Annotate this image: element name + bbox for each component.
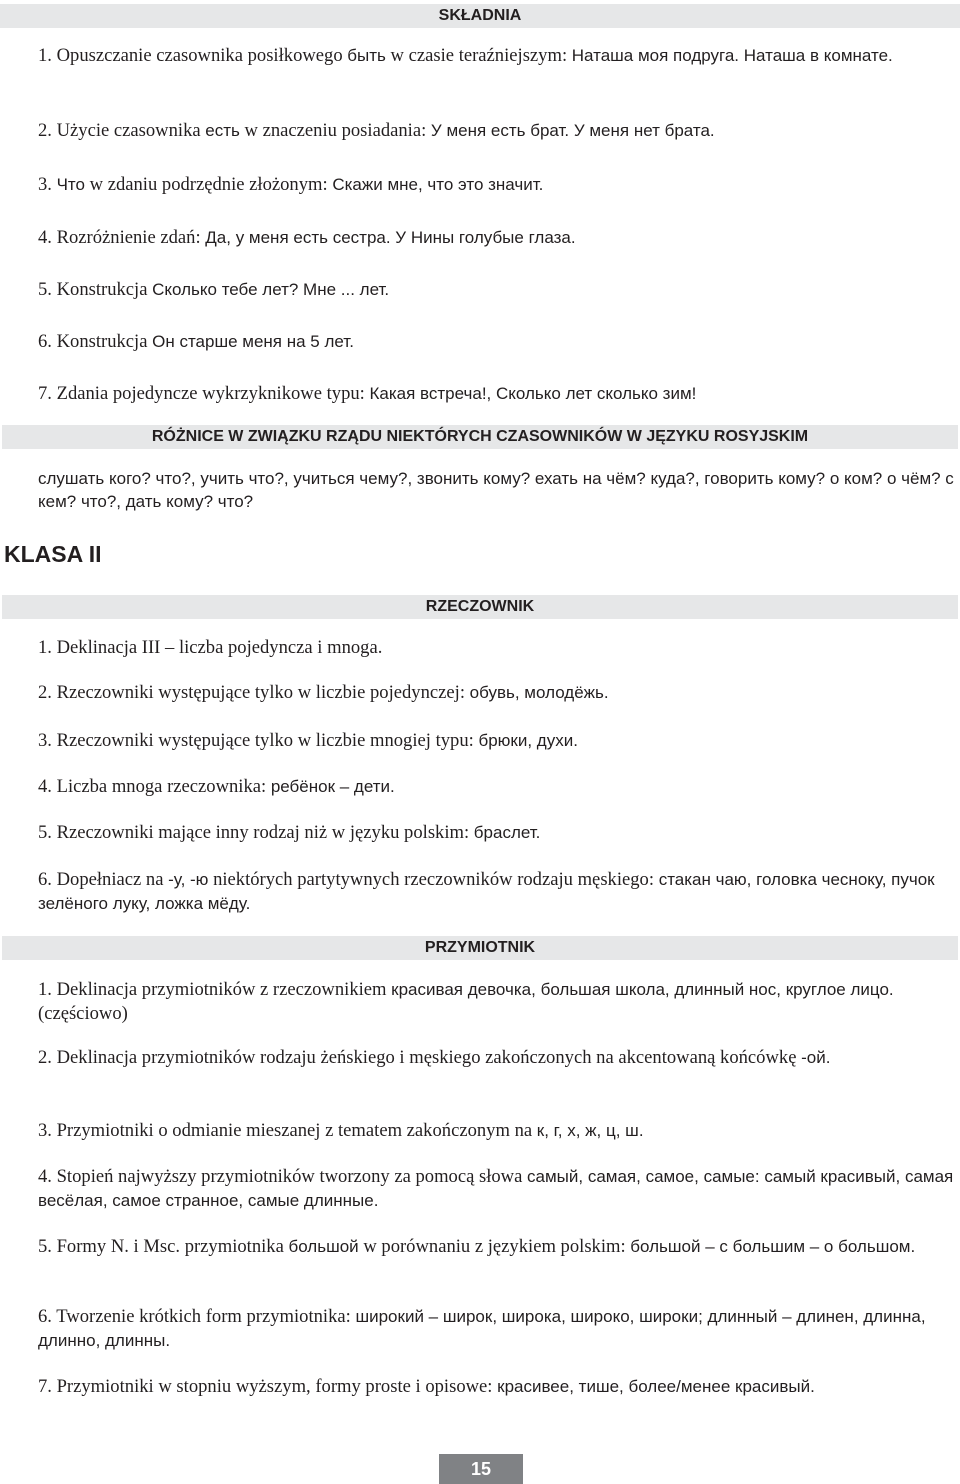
list-item: 6. Dopełniacz na -у, -ю niektórych partytywnych rzeczowników rodzaju męskiego: стакан чаю, головка чесноку, пучок зелёного луку, ложка мёду. <box>38 869 935 913</box>
verb-government-list: слушать кого? что?, учить что?, учиться чему?, звонить кому? ехать на чём? куда?, говорить кому? о ком? о чём? с кем? что?, дать кому? что? <box>38 469 954 511</box>
list-item: 6. Tworzenie krótkich form przymiotnika: широкий – широк, широка, широко, широки; длинный – длинен, длинна, длинно, длинны. <box>38 1306 926 1350</box>
list-item: 2. Deklinacja przymiotników rodzaju żeńskiego i męskiego zakończonych na akcentowaną końcówkę -ой. <box>38 1047 831 1068</box>
section-heading-roznice: RÓŻNICE W ZWIĄZKU RZĄDU NIEKTÓRYCH CZASOWNIKÓW W JĘZYKU ROSYJSKIM <box>2 425 958 449</box>
list-item: 1. Deklinacja III – liczba pojedyncza i mnoga. <box>38 637 383 658</box>
list-item: 7. Zdania pojedyncze wykrzyknikowe typu: Какая встреча!, Сколько лет сколько зим! <box>38 383 697 404</box>
list-item: 4. Rozróżnienie zdań: Да, у меня есть сестра. У Нины голубые глаза. <box>38 227 576 248</box>
list-item: 4. Liczba mnoga rzeczownika: ребёнок – дети. <box>38 776 395 797</box>
list-item: 4. Stopień najwyższy przymiotników tworzony za pomocą słowa самый, самая, самое, самые: самый красивый, самая весёлая, самое странное, самые длинные. <box>38 1166 954 1210</box>
list-item: 2. Rzeczowniki występujące tylko w liczbie pojedynczej: обувь, молодёжь. <box>38 682 609 703</box>
list-item: 5. Konstrukcja Сколько тебе лет? Мне ... лет. <box>38 279 390 300</box>
section-heading-rzeczownik: RZECZOWNIK <box>2 595 958 619</box>
page-number: 15 <box>439 1454 523 1484</box>
list-item: 2. Użycie czasownika есть w znaczeniu posiadania: У меня есть брат. У меня нет брата. <box>38 120 715 141</box>
list-item: 6. Konstrukcja Он старше меня на 5 лет. <box>38 331 354 352</box>
section-heading-skladnia: SKŁADNIA <box>0 4 960 28</box>
list-item: 7. Przymiotniki w stopniu wyższym, formy proste i opisowe: красивее, тише, более/менее красивый. <box>38 1376 815 1397</box>
list-item: 1. Opuszczanie czasownika posiłkowego быть w czasie teraźniejszym: Наташа моя подруга. Наташа в комнате. <box>38 45 893 66</box>
list-item: 3. Przymiotniki o odmianie mieszanej z tematem zakończonym na к, г, х, ж, ц, ш. <box>38 1120 644 1141</box>
list-item: 5. Rzeczowniki mające inny rodzaj niż w języku polskim: браслет. <box>38 822 541 843</box>
class-title: KLASA II <box>4 541 102 567</box>
list-item: 3. Rzeczowniki występujące tylko w liczbie mnogiej typu: брюки, духи. <box>38 730 578 751</box>
list-item: 1. Deklinacja przymiotników z rzeczownikiem красивая девочка, большая школа, длинный нос, круглое лицо. (częściowo) <box>38 979 894 1024</box>
list-item: 3. Что w zdaniu podrzędnie złożonym: Скажи мне, что это значит. <box>38 174 544 195</box>
list-item: 5. Formy N. i Msc. przymiotnika большой w porównaniu z językiem polskim: большой – с большим – о большом. <box>38 1236 916 1257</box>
section-heading-przymiotnik: PRZYMIOTNIK <box>2 936 958 960</box>
